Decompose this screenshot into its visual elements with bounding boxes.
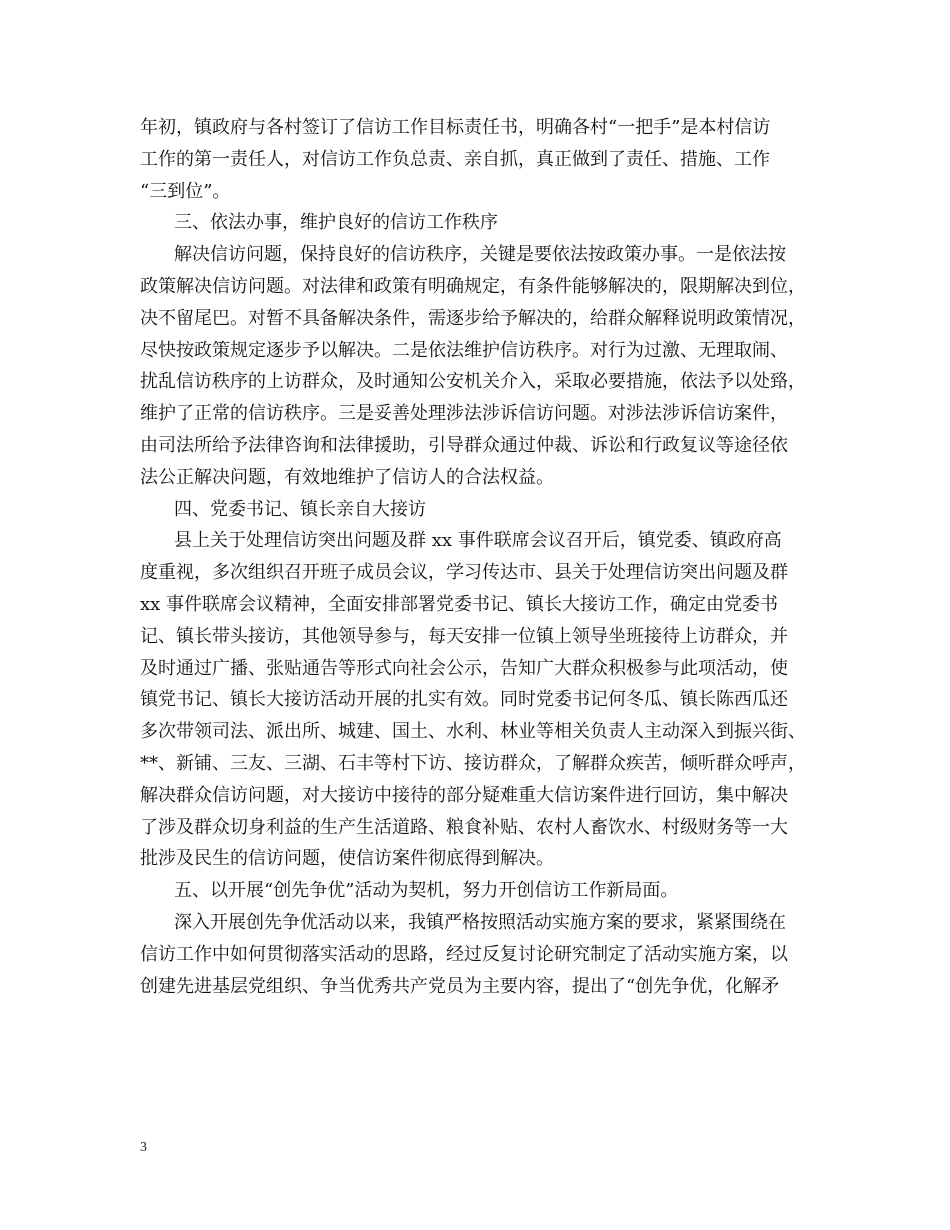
text-line: 深入开展创先争优活动以来，我镇严格按照活动实施方案的要求，紧紧围绕在	[174, 911, 786, 933]
text-line: 维护了正常的信访秩序。三是妥善处理涉法涉诉信访问题。对涉法涉诉信访案件，	[140, 403, 788, 425]
text-line: 解决信访问题，保持良好的信访秩序，关键是要依法按政策办事。一是依法按	[174, 244, 786, 266]
text-line: 批涉及民生的信访问题，使信访案件彻底得到解决。	[140, 848, 554, 870]
text-line: 镇党书记、镇长大接访活动开展的扎实有效。同时党委书记何冬瓜、镇长陈西瓜还	[140, 689, 788, 711]
text-line: 工作的第一责任人，对信访工作负总责、亲自抓，真正做到了责任、措施、工作	[140, 148, 770, 170]
text-line: **、新铺、三友、三湖、石丰等村下访、接访群众，了解群众疾苦，倾听群众呼声，	[140, 752, 806, 774]
text-line: 法公正解决问题，有效地维护了信访人的合法权益。	[140, 466, 554, 488]
text-line: 四、党委书记、镇长亲自大接访	[174, 498, 426, 520]
text-line: 尽快按政策规定逐步予以解决。二是依法维护信访秩序。对行为过激、无理取闹、	[140, 339, 788, 361]
text-line: 信访工作中如何贯彻落实活动的思路，经过反复讨论研究制定了活动实施方案，以	[140, 943, 788, 965]
text-line: 创建先进基层党组织、争当优秀共产党员为主要内容，提出了“创先争优，化解矛	[140, 975, 780, 997]
text-line: 由司法所给予法律咨询和法律援助，引导群众通过仲裁、诉讼和行政复议等途径依	[140, 434, 788, 456]
text-line: 五、以开展“创先争优”活动为契机，努力开创信访工作新局面。	[174, 880, 679, 902]
text-line: 及时通过广播、张贴通告等形式向社会公示，告知广大群众积极参与此项活动，使	[140, 657, 788, 679]
text-line: 解决群众信访问题，对大接访中接待的部分疑难重大信访案件进行回访，集中解决	[140, 784, 788, 806]
text-line: 度重视，多次组织召开班子成员会议，学习传达市、县关于处理信访突出问题及群	[140, 562, 788, 584]
text-line: 多次带领司法、派出所、城建、国土、水利、林业等相关负责人主动深入到振兴街、	[140, 721, 806, 743]
text-line: xx 事件联席会议精神，全面安排部署党委书记、镇长大接访工作，确定由党委书	[140, 593, 779, 615]
body-text	[140, 112, 820, 1002]
text-line: 扰乱信访秩序的上访群众，及时通知公安机关介入，采取必要措施，依法予以处臵，	[140, 371, 806, 393]
text-line: 记、镇长带头接访，其他领导参与，每天安排一位镇上领导坐班接待上访群众，并	[140, 625, 788, 647]
text-line: 了涉及群众切身利益的生产生活道路、粮食补贴、农村人畜饮水、村级财务等一大	[140, 816, 788, 838]
text-line: “三到位”。	[140, 180, 231, 202]
text-line: 决不留尾巴。对暂不具备解决条件，需逐步给予解决的，给群众解释说明政策情况，	[140, 307, 806, 329]
text-line: 三、依法办事，维护良好的信访工作秩序	[174, 212, 498, 234]
text-line: 县上关于处理信访突出问题及群 xx 事件联席会议召开后，镇党委、镇政府高	[174, 530, 782, 552]
text-line: 年初，镇政府与各村签订了信访工作目标责任书，明确各村“一把手”是本村信访	[140, 117, 771, 138]
text-line: 政策解决信访问题。对法律和政策有明确规定，有条件能够解决的，限期解决到位，	[140, 275, 806, 297]
page-number: 3	[140, 1140, 147, 1155]
